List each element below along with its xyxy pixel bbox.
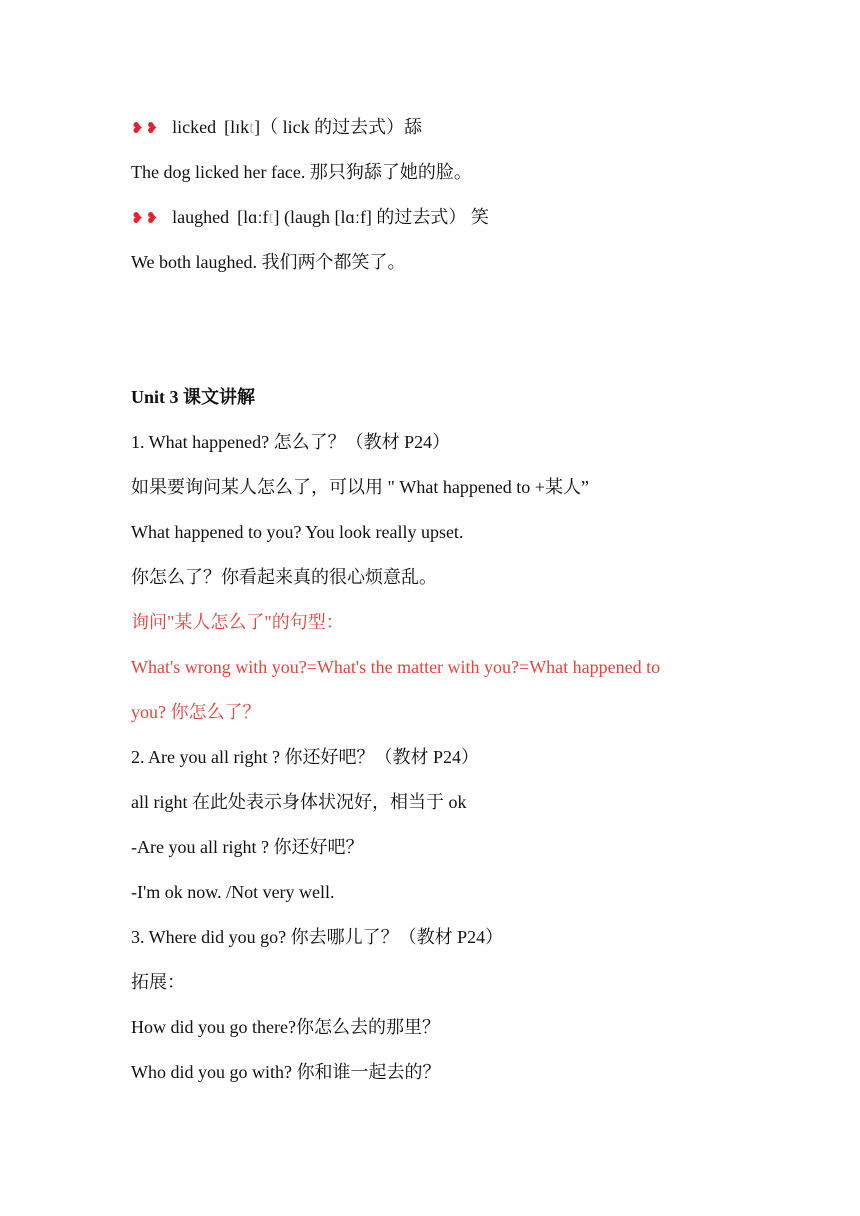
vocab-phonetic: [lɪkt] [224,117,261,137]
point-2-explanation: all right 在此处表示身体状况好，相当于 ok [131,792,467,812]
pattern-heading: 询问"某人怎么了"的句型： [131,612,344,632]
vocab-entry-licked [131,115,422,141]
heart-bullet-icon: ❥❥ [131,211,161,227]
extension-label: 拓展： [131,972,185,992]
example-translation: 你怎么了？你看起来真的很心烦意乱。 [131,567,437,587]
vocab-word: laughed [172,207,230,227]
point-1-heading: 1. What happened? 怎么了？（教材 P24） [131,432,451,452]
vocab-word: licked [172,117,217,137]
section-title: Unit 3 课文讲解 [131,387,256,407]
dialog-answer: -I'm ok now. /Not very well. [131,882,335,902]
point-1-explanation: 如果要询问某人怎么了，可以用 " What happened to +某人” [131,477,589,497]
pattern-sentence: What's wrong with you?=What's the matter with you?=What happened to [131,657,661,677]
pattern-sentence-cont: you? 你怎么了？ [131,702,261,722]
dialog-question: -Are you all right ? 你还好吧？ [131,837,364,857]
extension-question-1: How did you go there?你怎么去的那里？ [131,1017,440,1037]
vocab-entry-laughed [131,205,489,231]
vocab-note: （ lick 的过去式）舔 [260,117,423,137]
vocab-note: (laugh [lɑːf] 的过去式） 笑 [279,207,489,227]
vocab-example: We both laughed. 我们两个都笑了。 [131,252,406,272]
extension-question-2: Who did you go with? 你和谁一起去的？ [131,1062,441,1082]
vocab-phonetic: [lɑːft] [237,207,280,227]
point-2-heading: 2. Are you all right ? 你还好吧？（教材 P24） [131,747,479,767]
example-sentence: What happened to you? You look really upset. [131,522,464,542]
point-3-heading: 3. Where did you go? 你去哪儿了？（教材 P24） [131,927,504,947]
heart-bullet-icon: ❥❥ [131,121,161,137]
vocab-example: The dog licked her face. 那只狗舔了她的脸。 [131,162,472,182]
